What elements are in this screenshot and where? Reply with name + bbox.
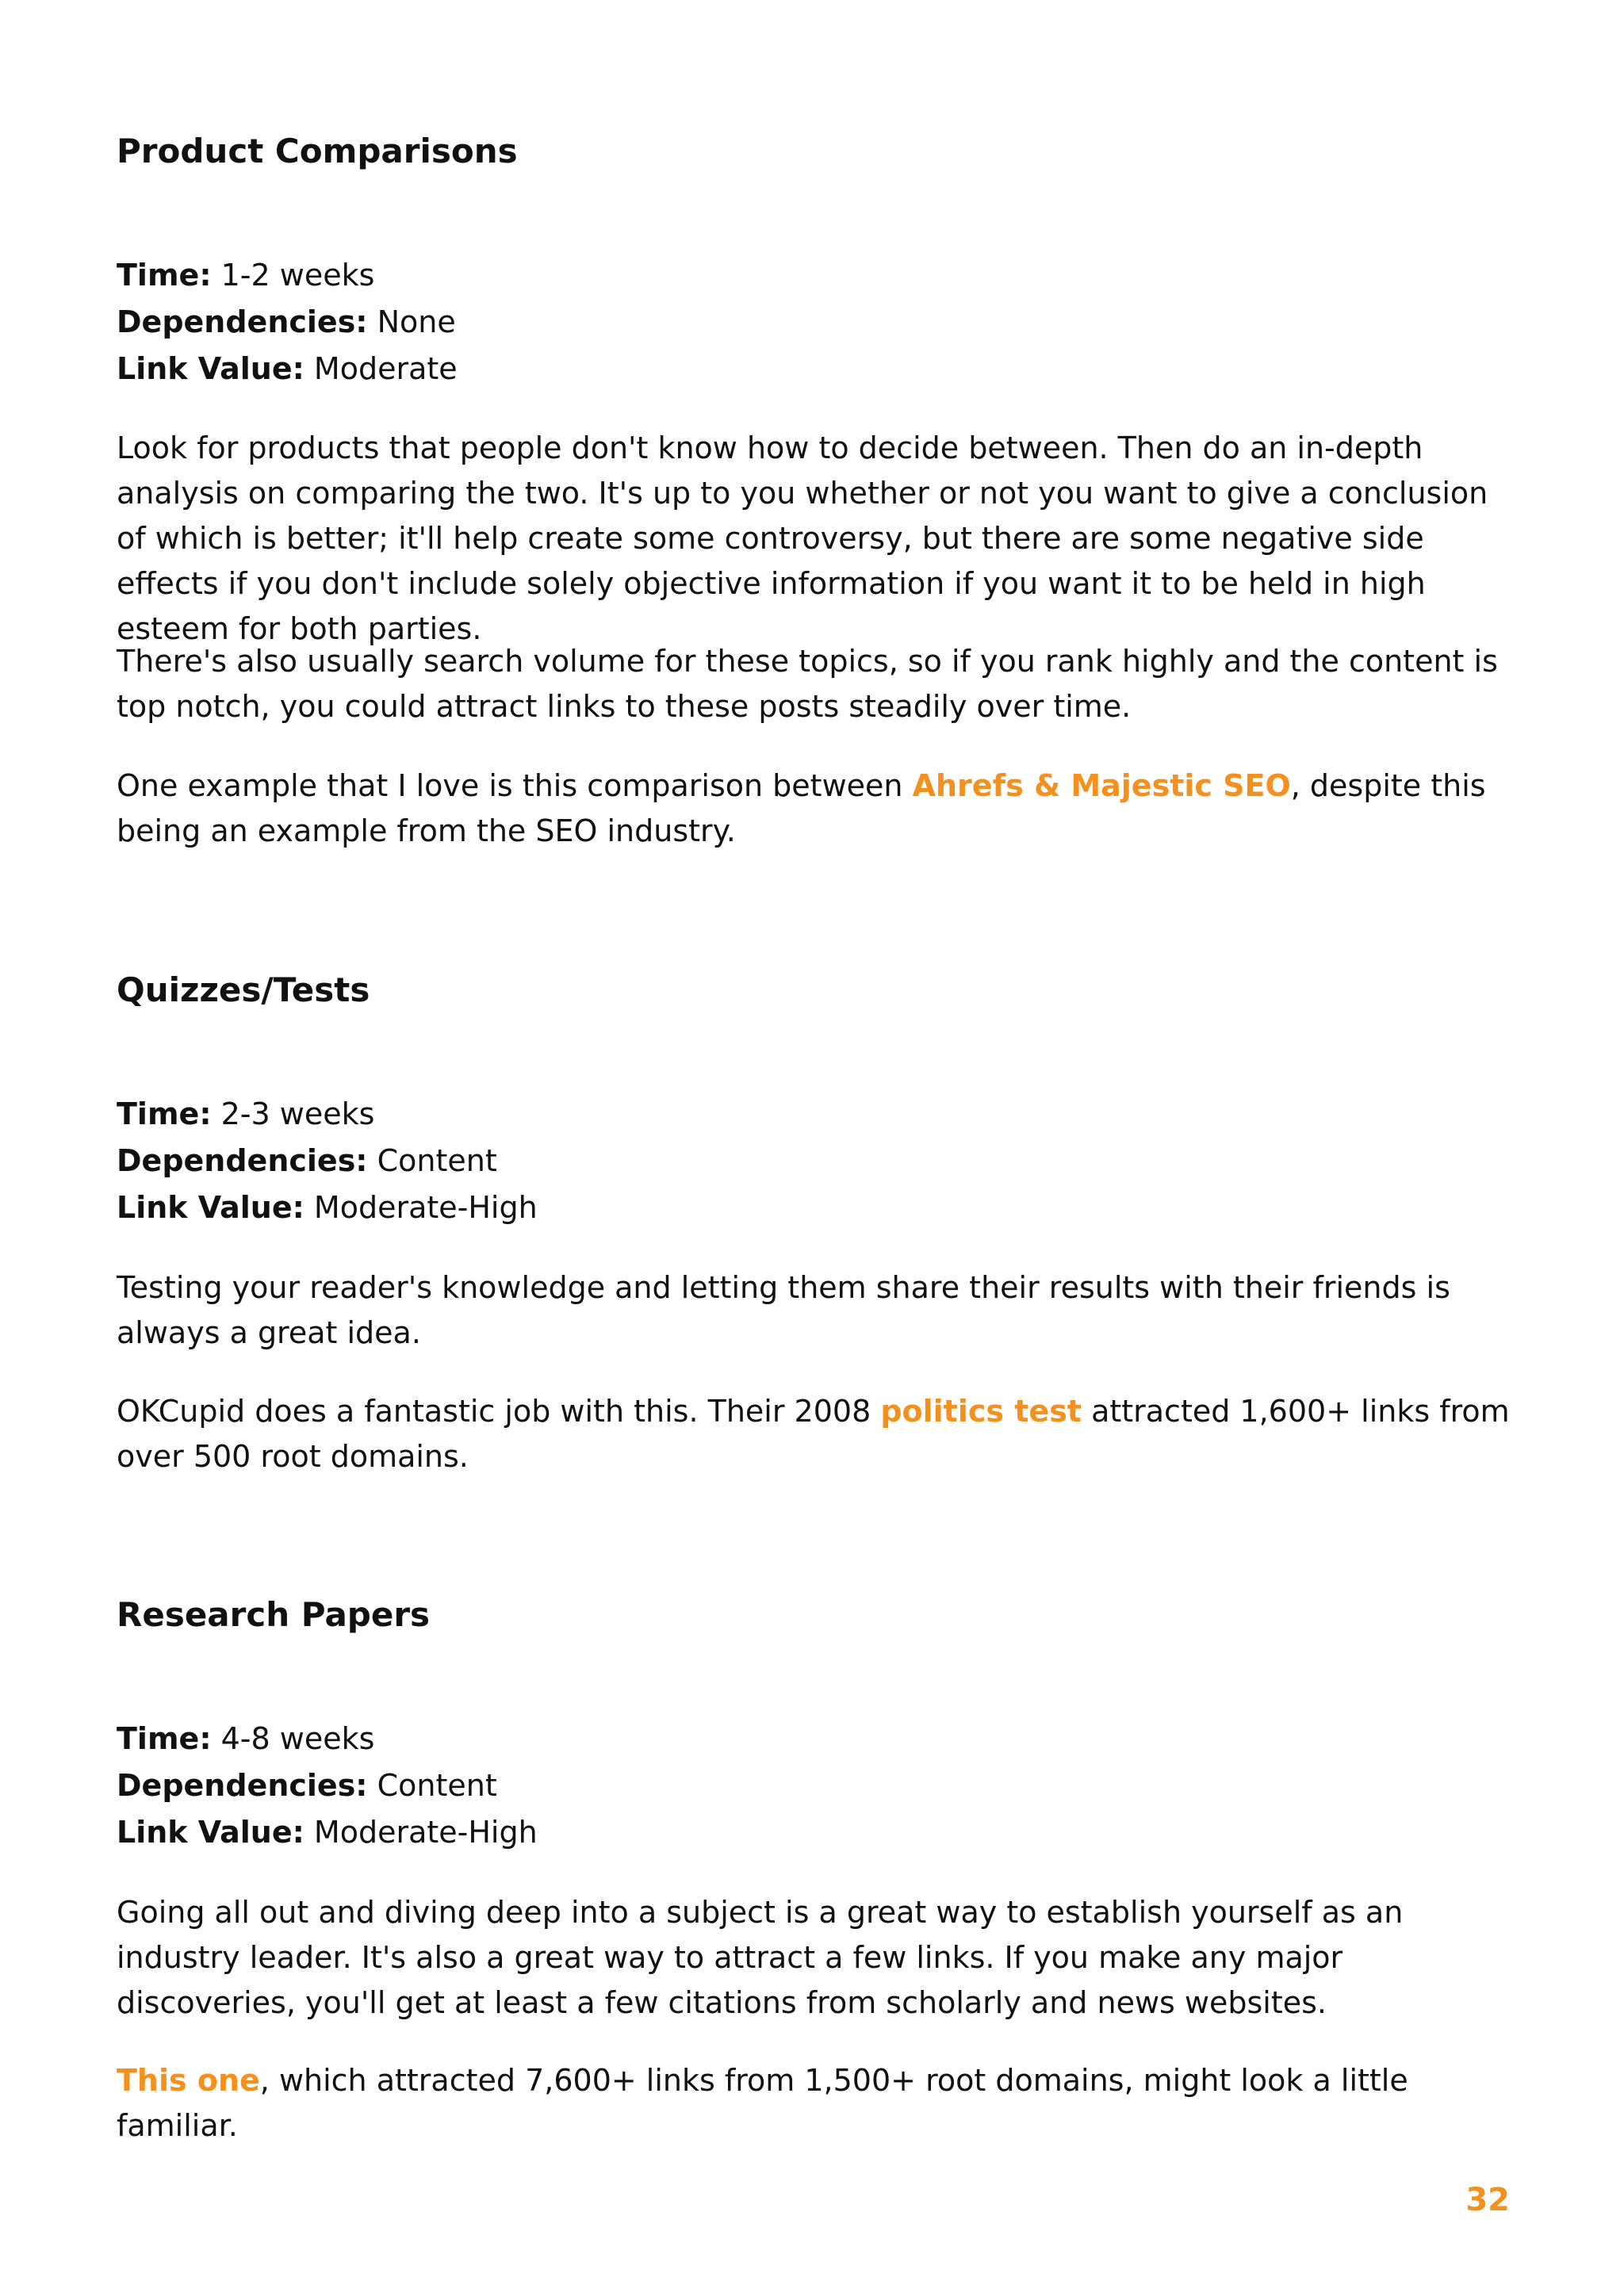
meta-link-value-label: Link Value: bbox=[117, 1815, 304, 1850]
meta-link-value-value: Moderate-High bbox=[304, 1815, 538, 1850]
meta-link-value bbox=[117, 1184, 538, 1231]
meta-time-label: Time: bbox=[117, 258, 212, 293]
meta-dependencies bbox=[117, 1138, 538, 1184]
paragraph bbox=[117, 2058, 1520, 2149]
ahrefs-majestic-link[interactable]: Ahrefs & Majestic SEO bbox=[912, 768, 1291, 803]
meta-time-value: 2-3 weeks bbox=[211, 1096, 375, 1131]
meta-time bbox=[117, 1716, 538, 1762]
politics-test-link[interactable]: politics test bbox=[880, 1394, 1082, 1429]
meta-time-label: Time: bbox=[117, 1721, 212, 1756]
paragraph bbox=[117, 1389, 1520, 1479]
paragraph: Look for products that people don't know how to decide between. Then do an in-depth analysis on comparing the two. It's up to you whether or not you want to give a conclusion of which is better; it'll help create some controversy, but there are some negative side effects if you don't include solely objective information if you want it to be held in high esteem for both parties. bbox=[117, 430, 1488, 646]
meta-dependencies-label: Dependencies: bbox=[117, 1143, 368, 1178]
meta-link-value-value: Moderate-High bbox=[304, 1190, 538, 1225]
meta-link-value-value: Moderate bbox=[304, 351, 458, 386]
paragraph: Testing your reader's knowledge and letting them share their results with their friends is always a great idea. bbox=[117, 1270, 1450, 1350]
paragraph-text: attracted 1,600+ links from over 500 root domains. bbox=[117, 1394, 1510, 1474]
paragraph-text: , which attracted 7,600+ links from 1,500+ root domains, might look a little familiar. bbox=[117, 2063, 1408, 2143]
meta-dependencies bbox=[117, 299, 458, 346]
paragraph bbox=[117, 763, 1520, 854]
page-number: 32 bbox=[1465, 2182, 1510, 2218]
paragraph-text: One example that I love is this comparison between bbox=[117, 768, 913, 803]
paragraph: Going all out and diving deep into a subject is a great way to establish yourself as an industry leader. It's also a great way to attract a few links. If you make any major discoveries, you'll get at least a few citations from scholarly and news websites. bbox=[117, 1895, 1404, 2020]
meta-link-value bbox=[117, 346, 458, 392]
section-meta bbox=[117, 252, 458, 392]
meta-time-label: Time: bbox=[117, 1096, 212, 1131]
meta-time bbox=[117, 252, 458, 299]
section-title: Research Papers bbox=[117, 1595, 431, 1634]
meta-link-value bbox=[117, 1809, 538, 1856]
meta-dependencies-label: Dependencies: bbox=[117, 1768, 368, 1803]
meta-time bbox=[117, 1091, 538, 1138]
meta-dependencies-value: Content bbox=[367, 1143, 497, 1178]
paragraph-text: , despite this being an example from the SEO industry. bbox=[117, 768, 1486, 848]
meta-time-value: 4-8 weeks bbox=[211, 1721, 375, 1756]
meta-link-value-label: Link Value: bbox=[117, 351, 304, 386]
meta-dependencies-value: None bbox=[367, 304, 456, 339]
meta-dependencies-label: Dependencies: bbox=[117, 304, 368, 339]
meta-dependencies bbox=[117, 1762, 538, 1809]
this-one-link[interactable]: This one bbox=[117, 2063, 260, 2098]
meta-link-value-label: Link Value: bbox=[117, 1190, 304, 1225]
paragraph-text: OKCupid does a fantastic job with this. Their 2008 bbox=[117, 1394, 881, 1429]
paragraph: There's also usually search volume for these topics, so if you rank highly and the content is top notch, you could attract links to these posts steadily over time. bbox=[117, 644, 1498, 724]
section-title: Product Comparisons bbox=[117, 132, 518, 170]
section-title: Quizzes/Tests bbox=[117, 970, 370, 1009]
meta-time-value: 1-2 weeks bbox=[211, 258, 375, 293]
meta-dependencies-value: Content bbox=[367, 1768, 497, 1803]
section-meta bbox=[117, 1716, 538, 1856]
section-meta bbox=[117, 1091, 538, 1231]
